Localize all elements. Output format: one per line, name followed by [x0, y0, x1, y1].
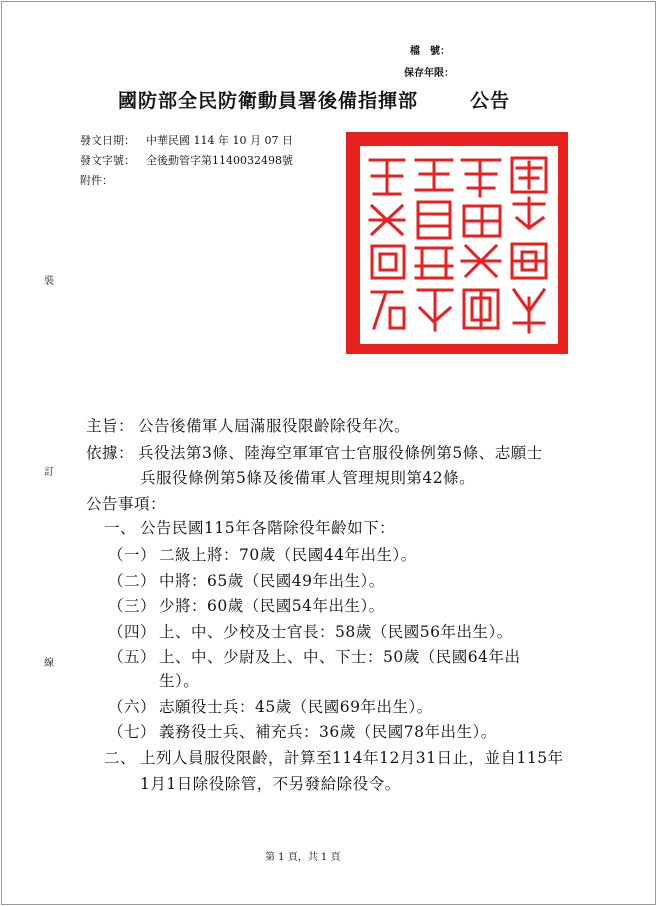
sub-item-text: 少將：60歲（民國54年出生）。 [159, 597, 385, 615]
binding-mark-top: 裝 [44, 276, 54, 287]
ref-label: 發文字號： [80, 154, 135, 167]
sub-item-number: （七） [108, 723, 157, 741]
binding-mark-bottom: 線 [44, 658, 54, 669]
subject-text: 公告後備軍人屆滿服役限齡除役年次。 [138, 417, 411, 435]
page-number: 第 1 頁，共 1 頁 [265, 852, 341, 863]
date-value: 中華民國 114 年 10 月 07 日 [146, 134, 293, 147]
retention-label: 保存年限： [404, 68, 454, 79]
date-label: 發文日期： [80, 134, 135, 147]
item-2-number: 二、 [104, 749, 137, 767]
document-type-title: 公告 [470, 90, 511, 112]
binding-mark-middle: 訂 [44, 467, 54, 478]
basis-line-2: 兵服役條例第5條及後備軍人管理規則第42條。 [140, 469, 476, 487]
sub-item-text: 志願役士兵：45歲（民國69年出生）。 [159, 698, 433, 716]
item-2-line-2: 1月1日除役除管，不另發給除役令。 [140, 775, 401, 793]
sub-item-number: （五） [108, 648, 157, 666]
notice-label: 公告事項： [86, 495, 167, 513]
official-seal [346, 132, 568, 354]
item-1-text: 公告民國115年各階除役年齡如下： [140, 519, 396, 537]
sub-item-text: 二級上將：70歲（民國44年出生）。 [159, 546, 417, 564]
sub-item-number: （六） [108, 698, 157, 716]
attachment-label: 附件： [80, 174, 113, 187]
file-number-label: 檔 號： [410, 46, 450, 57]
sub-item-text: 中將：65歲（民國49年出生）。 [159, 572, 385, 590]
basis-line-1: 兵役法第3條、陸海空軍軍官士官服役條例第5條、志願士 [138, 444, 543, 462]
sub-item-text: 上、中、少尉及上、中、下士：50歲（民國64年出 [159, 648, 521, 666]
item-2-line-1: 上列人員服役限齡，計算至114年12月31日止，並自115年 [140, 749, 564, 767]
ref-value: 全後動管字第1140032498號 [146, 154, 293, 167]
item-1-number: 一、 [104, 519, 137, 537]
sub-item-number: （三） [108, 597, 157, 615]
sub-item-number: （一） [108, 546, 157, 564]
sub-item-text: 上、中、少校及士官長：58歲（民國56年出生）。 [159, 623, 513, 641]
sub-item-text-continued: 生）。 [159, 672, 200, 690]
sub-item-number: （四） [108, 623, 157, 641]
sub-item-number: （二） [108, 572, 157, 590]
basis-label: 依據： [86, 444, 135, 462]
subject-label: 主旨： [86, 417, 135, 435]
sub-item-text: 義務役士兵、補充兵：36歲（民國78年出生）。 [159, 723, 497, 741]
seal-glyphs [362, 148, 556, 342]
document-org-title: 國防部全民防衛動員署後備指揮部 [118, 90, 419, 112]
